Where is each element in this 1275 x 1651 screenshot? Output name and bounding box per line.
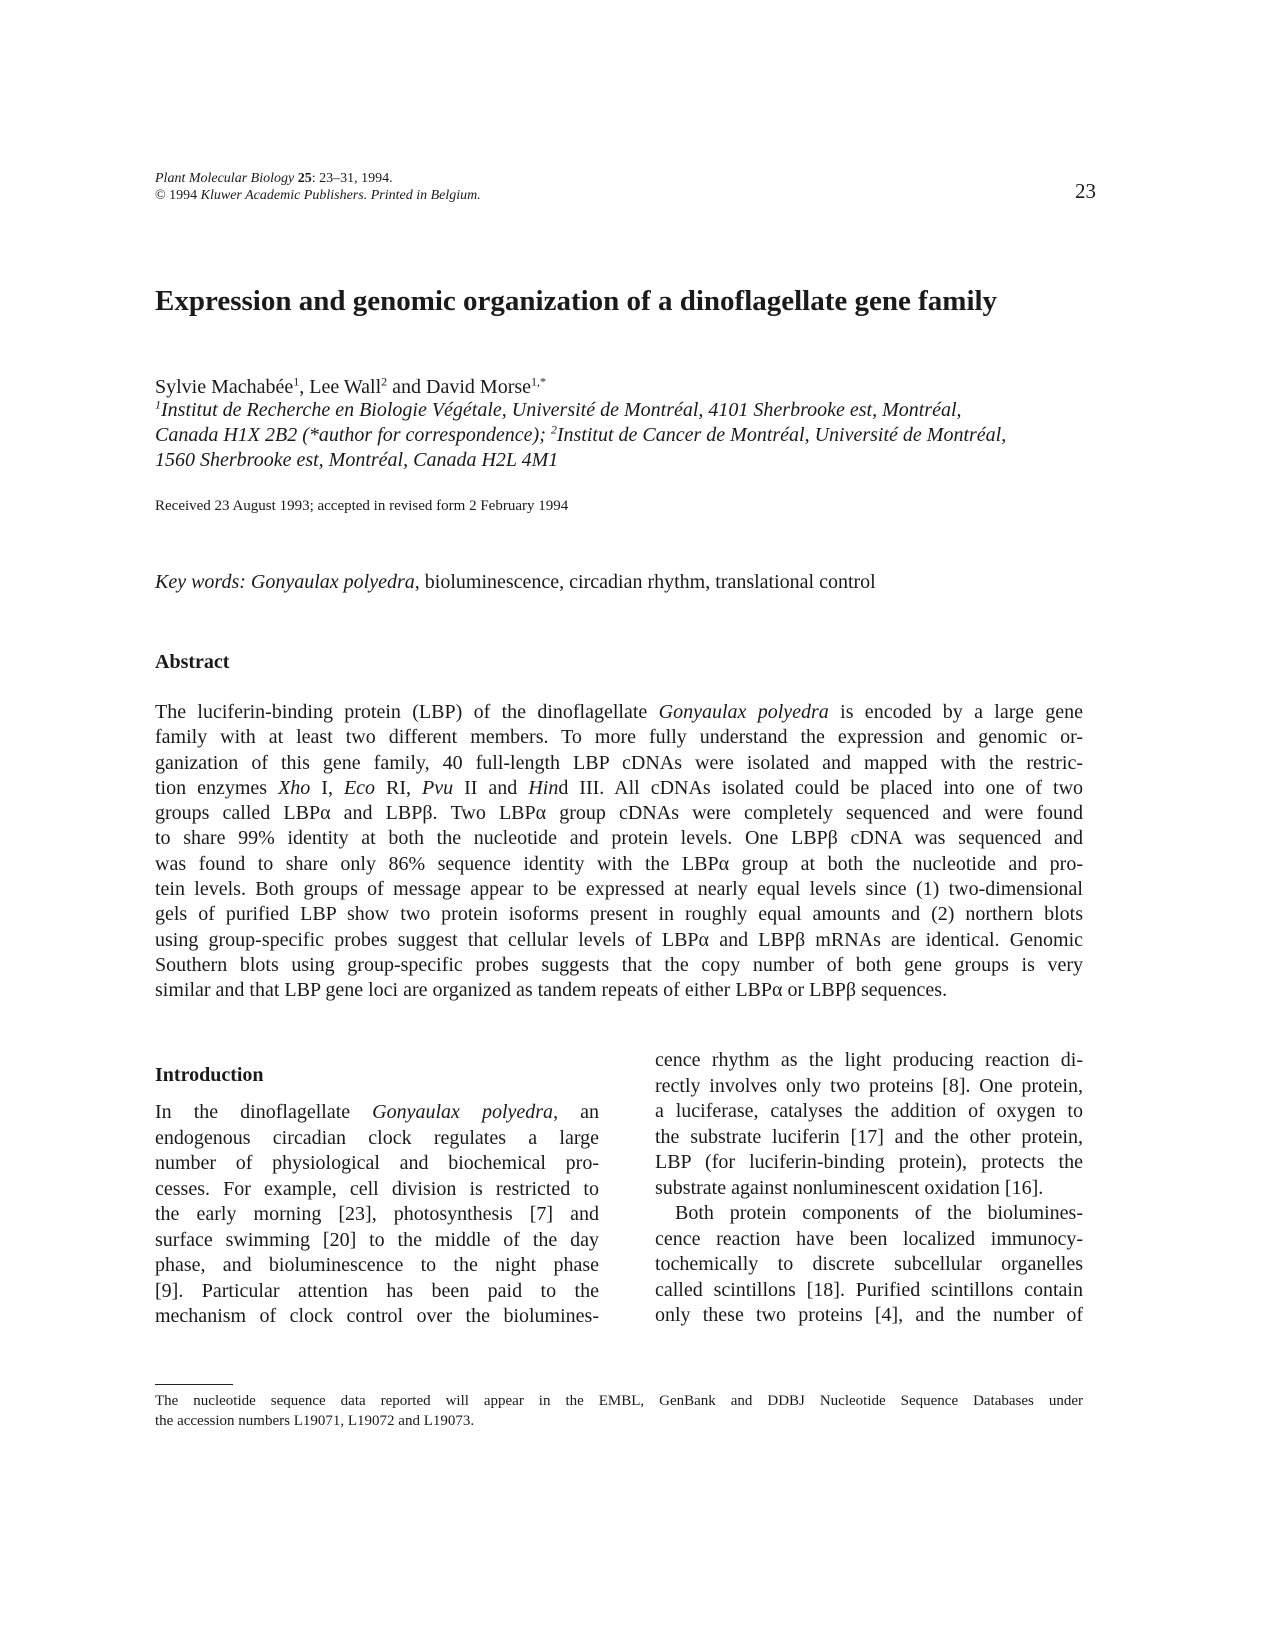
abstract-line: The luciferin-binding protein (LBP) of the dinoflagellate Gonyaulax polyedra is encoded by a large gene — [155, 701, 1083, 723]
corresponding-star: * — [540, 374, 547, 389]
abstract-line: using group-specific probes suggest that cellular levels of LBPα and LBPβ mRNAs are identical. Genomic — [155, 928, 1083, 951]
footnote-line: the accession numbers L19071, L19072 and L19073. — [155, 1413, 475, 1429]
abstract-line: Southern blots using group-specific probes suggests that the copy number of both gene groups is very — [155, 953, 1083, 976]
page-number: 23 — [1075, 179, 1096, 203]
abstract-line: family with at least two different members. To more fully understand the expression and genomic or- — [155, 726, 1083, 749]
journal-name: Plant Molecular Biology — [155, 171, 295, 186]
footnote-line: The nucleotide sequence data reported will appear in the EMBL, GenBank and DDBJ Nucleotide Sequence Databases under — [155, 1393, 1083, 1409]
body-line: the early morning [23], photosynthesis [7] and — [155, 1203, 599, 1225]
body-line: substrate against nonluminescent oxidation [16]. — [655, 1176, 1044, 1199]
abstract-line: groups called LBPα and LBPβ. Two LBPα group cDNAs were completely sequenced and were found — [155, 802, 1083, 825]
publisher: Kluwer Academic Publishers. Printed in Belgium. — [200, 188, 481, 203]
body-line: Both protein components of the biolumines- — [675, 1202, 1083, 1224]
received-dates: Received 23 August 1993; accepted in revised form 2 February 1994 — [155, 498, 569, 514]
citation-line — [155, 170, 481, 187]
affiliation-line: $^1$Institut de Recherche en Biologie Végétale, Université de Montréal, 4101 Sherbrooke est, Montréal, — [155, 397, 962, 421]
abstract-line: ganization of this gene family, 40 full-length LBP cDNAs were isolated and mapped with the restric- — [155, 751, 1083, 774]
body-line: only these two proteins [4], and the number of — [655, 1304, 1083, 1326]
author-separator: , — [299, 376, 310, 398]
body-line: the substrate luciferin [17] and the other protein, — [655, 1125, 1083, 1148]
body-line: cence reaction have been localized immunocy- — [655, 1227, 1083, 1250]
abstract-heading: Abstract — [155, 651, 230, 673]
affiliations — [155, 398, 1083, 473]
body-line: rectly involves only two proteins [8]. One protein, — [655, 1074, 1083, 1097]
paper-title: Expression and genomic organization of a dinoflagellate gene family — [155, 285, 998, 317]
body-line: mechanism of clock control over the biolumines- — [155, 1305, 599, 1327]
affiliation-line: 1560 Sherbrooke est, Montréal, Canada H2L 4M1 — [155, 449, 559, 471]
author-name: Sylvie Machabée — [155, 376, 294, 398]
footnote — [155, 1391, 1083, 1431]
abstract-line: to share 99% identity at both the nucleotide and protein levels. One LBPβ cDNA was sequenced and — [155, 827, 1083, 850]
journal-pages-year: : 23–31, 1994. — [311, 171, 393, 186]
body-line: called scintillons [18]. Purified scintillons contain — [655, 1278, 1083, 1301]
abstract-line: similar and that LBP gene loci are organized as tandem repeats of either LBPα or LBPβ sequences. — [155, 979, 948, 1002]
body-line: surface swimming [20] to the middle of the day — [155, 1228, 599, 1251]
keywords-list: , bioluminescence, circadian rhythm, translational control — [414, 571, 876, 593]
abstract-line: tein levels. Both groups of message appear to be expressed at nearly equal levels since (1) two-dimensional — [155, 878, 1083, 901]
affiliation-line: Canada H1X 2B2 (*author for correspondence); $^2$Institut de Cancer de Montréal, Université de Montréal, — [155, 422, 1007, 446]
author-affil-sup: 2 — [381, 374, 388, 389]
affiliation-sup: 2 — [550, 422, 557, 437]
author-affil-sup: 1 — [293, 374, 300, 389]
copyright-year: 1994 — [169, 188, 198, 203]
author-affil-sup: 1,* — [531, 374, 547, 389]
journal-citation — [155, 170, 481, 204]
body-line: tochemically to discrete subcellular organelles — [655, 1253, 1083, 1275]
intro-left-column — [155, 1100, 599, 1330]
footnote-rule — [155, 1384, 233, 1385]
keyword-species: Gonyaulax polyedra — [250, 571, 415, 593]
keywords-label: Key words: — [155, 571, 246, 593]
introduction-heading: Introduction — [155, 1064, 264, 1086]
author-list — [155, 375, 546, 399]
abstract-line: tion enzymes Xho I, Eco RI, Pvu II and Hind III. All cDNAs isolated could be placed into one of two — [155, 776, 1084, 799]
keywords — [155, 571, 876, 594]
author-separator: and — [387, 376, 427, 398]
body-line: number of physiological and biochemical pro- — [155, 1152, 599, 1174]
copyright-symbol: © — [155, 188, 166, 203]
body-line: cesses. For example, cell division is restricted to — [155, 1177, 599, 1200]
copyright-line — [155, 187, 481, 204]
body-line: [9]. Particular attention has been paid to the — [155, 1279, 599, 1302]
body-line: a luciferase, catalyses the addition of oxygen to — [655, 1100, 1083, 1122]
body-line: In the dinoflagellate Gonyaulax polyedra, an — [155, 1101, 599, 1123]
abstract-body — [155, 700, 1083, 1004]
journal-volume: 25 — [297, 171, 312, 186]
body-line: LBP (for luciferin-binding protein), protects the — [655, 1151, 1083, 1173]
body-line: endogenous circadian clock regulates a large — [155, 1126, 599, 1149]
author-name: Lee Wall — [309, 376, 382, 398]
body-line: phase, and bioluminescence to the night phase — [155, 1254, 599, 1276]
abstract-line: was found to share only 86% sequence identity with the LBPα group at both the nucleotide and pro- — [155, 852, 1083, 875]
body-line: cence rhythm as the light producing reaction di- — [655, 1049, 1083, 1071]
intro-right-column — [655, 1048, 1083, 1329]
abstract-line: gels of purified LBP show two protein isoforms present in roughly equal amounts and (2) northern blots — [155, 903, 1083, 926]
affiliation-sup: 1 — [155, 397, 161, 412]
author-name: David Morse — [426, 376, 532, 398]
